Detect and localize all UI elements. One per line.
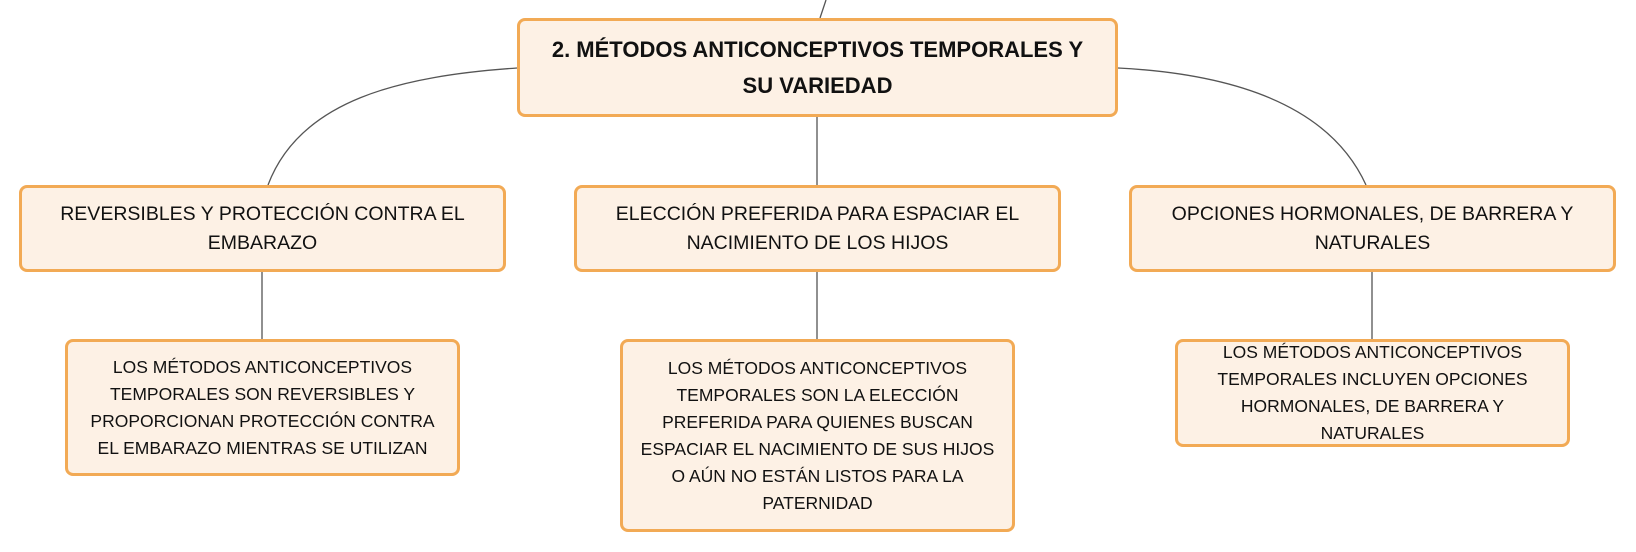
branch-node-reversibles[interactable]: [19, 185, 506, 272]
branch-node-eleccion-preferida[interactable]: [574, 185, 1061, 272]
root-topic-label: 2. MÉTODOS ANTICONCEPTIVOS TEMPORALES Y SU VARIEDAD: [551, 36, 1084, 98]
connector-parent-to-root: [820, 0, 826, 18]
detail-node-eleccion-preferida[interactable]: [620, 339, 1015, 532]
root-topic-node[interactable]: [517, 18, 1118, 117]
connector-root-to-branch-left: [268, 68, 517, 185]
detail-text-eleccion-preferida: LOS MÉTODOS ANTICONCEPTIVOS TEMPORALES SON LA ELECCIÓN PREFERIDA PARA QUIENES BUSCAN ESPACIAR EL NACIMIENTO DE SUS HIJOS O AÚN NO ESTÁN LISTOS PARA LA PATERNIDAD: [640, 357, 995, 513]
branch-label-eleccion-preferida: ELECCIÓN PREFERIDA PARA ESPACIAR EL NACIMIENTO DE LOS HIJOS: [615, 202, 1020, 254]
connector-root-to-branch-right: [1118, 68, 1366, 185]
branch-label-opciones: OPCIONES HORMONALES, DE BARRERA Y NATURALES: [1171, 202, 1574, 254]
detail-node-opciones[interactable]: [1175, 339, 1570, 447]
detail-text-opciones: LOS MÉTODOS ANTICONCEPTIVOS TEMPORALES INCLUYEN OPCIONES HORMONALES, DE BARRERA Y NATURALES: [1217, 342, 1528, 443]
detail-node-reversibles[interactable]: [65, 339, 460, 476]
detail-text-reversibles: LOS MÉTODOS ANTICONCEPTIVOS TEMPORALES SON REVERSIBLES Y PROPORCIONAN PROTECCIÓN CONTRA EL EMBARAZO MIENTRAS SE UTILIZAN: [90, 356, 435, 458]
branch-label-reversibles: REVERSIBLES Y PROTECCIÓN CONTRA EL EMBARAZO: [60, 202, 465, 254]
branch-node-opciones[interactable]: [1129, 185, 1616, 272]
